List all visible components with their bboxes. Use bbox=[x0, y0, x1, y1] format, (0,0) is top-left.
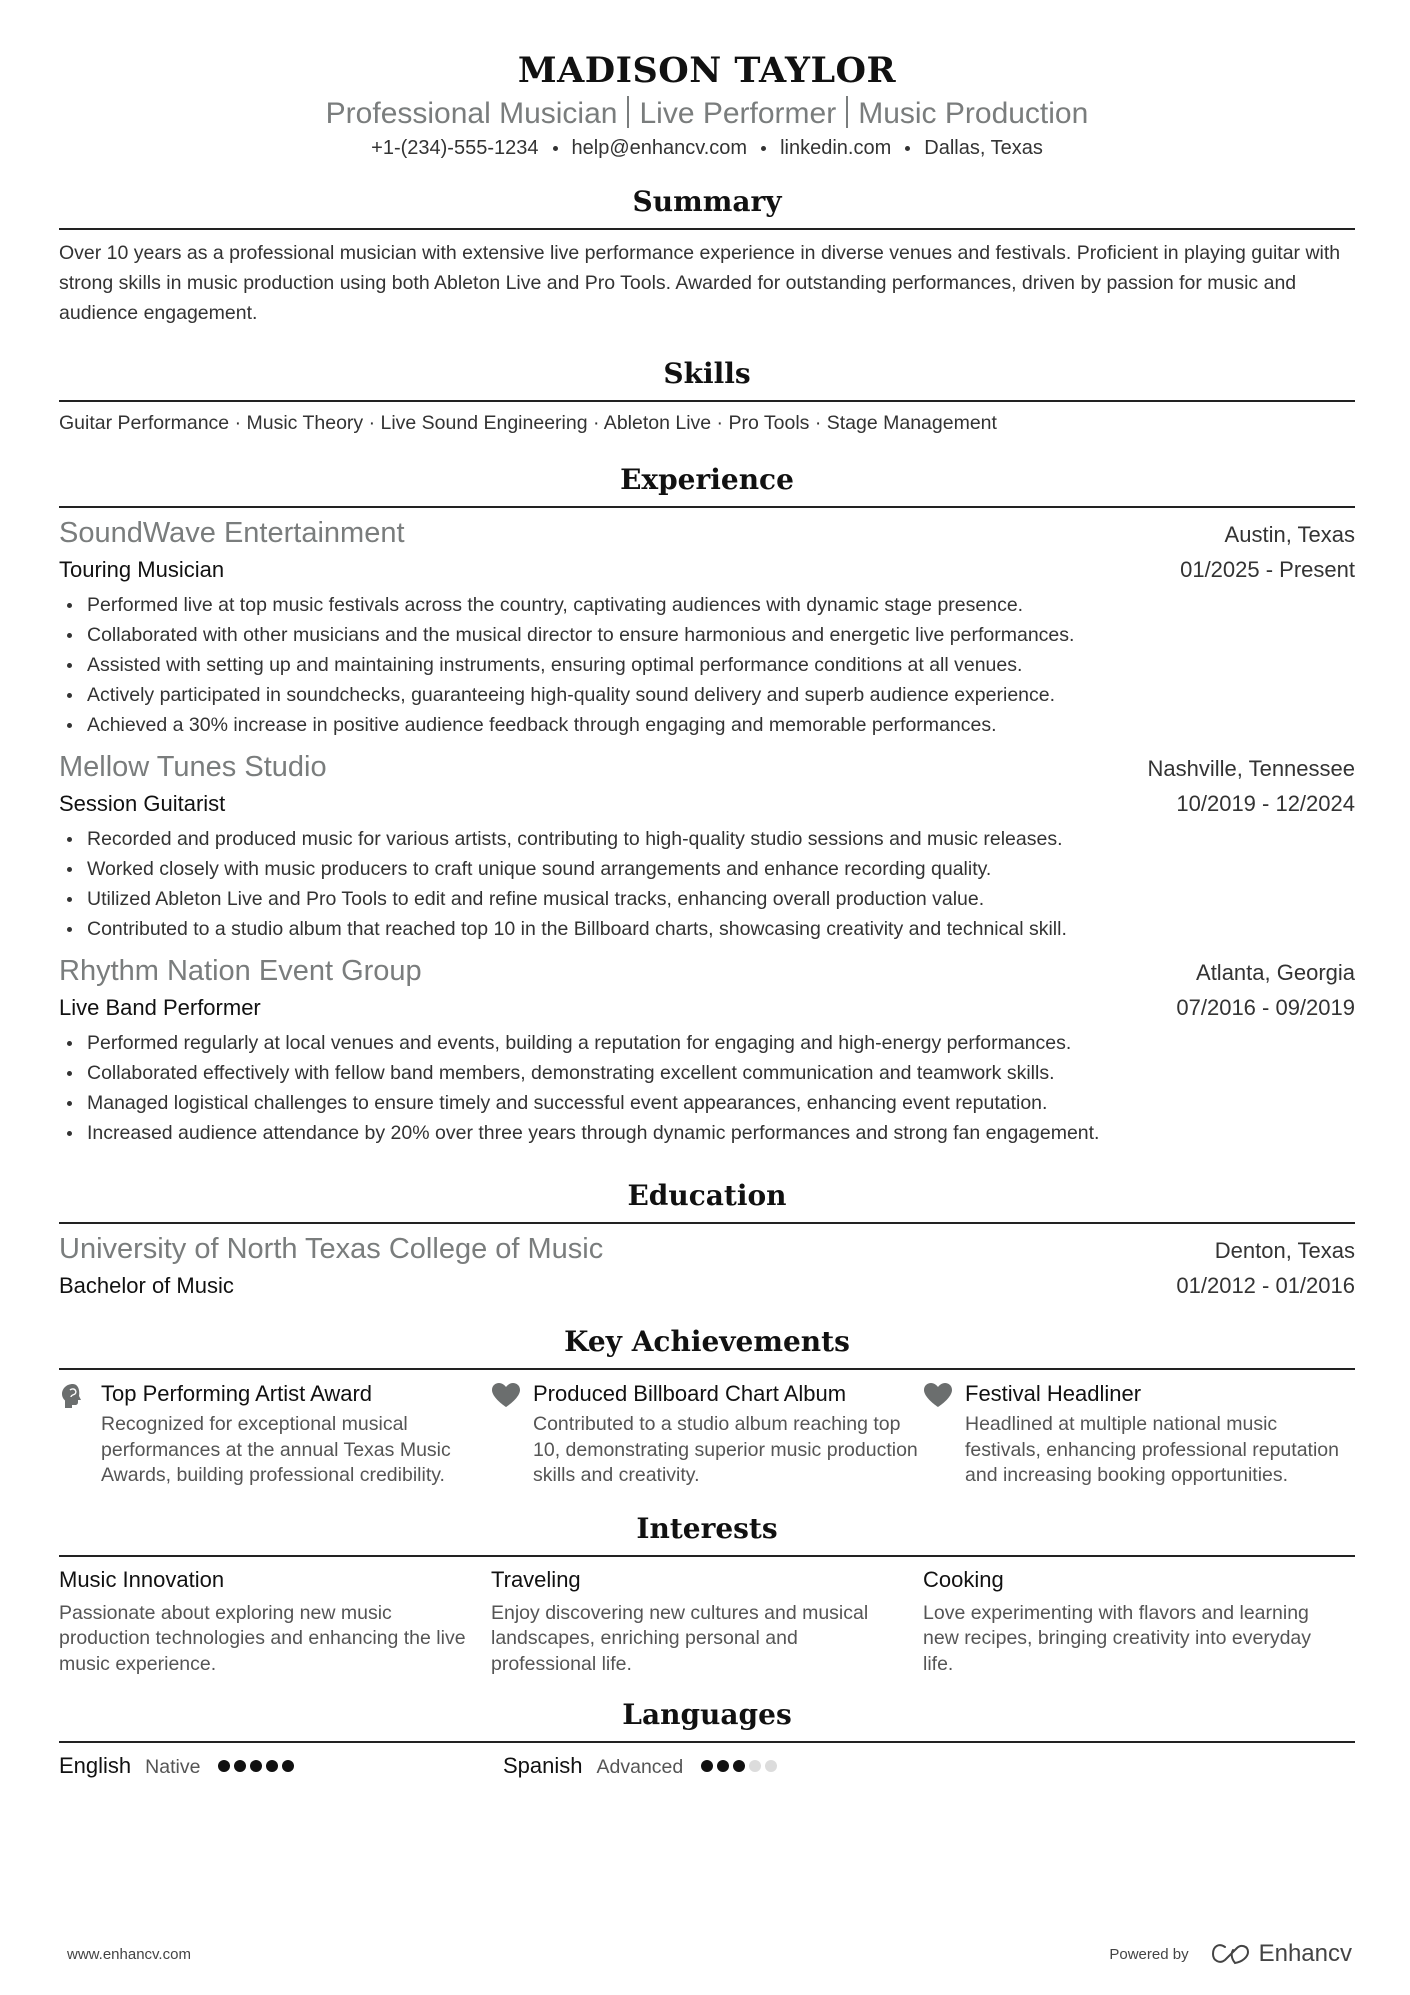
job-bullets bbox=[59, 824, 1355, 944]
achievements-grid bbox=[59, 1378, 1355, 1489]
school-name: University of North Texas College of Music bbox=[59, 1233, 604, 1265]
rating-dot-filled bbox=[717, 1760, 729, 1772]
rating-dot-filled bbox=[234, 1760, 246, 1772]
section-title: Languages bbox=[622, 1698, 792, 1731]
rating-dot-empty bbox=[765, 1760, 777, 1772]
resume-page bbox=[59, 0, 1355, 1783]
section-divider bbox=[59, 228, 1355, 230]
section-title: Skills bbox=[663, 357, 751, 390]
location: Dallas, Texas bbox=[924, 137, 1043, 159]
language-rating bbox=[701, 1760, 777, 1772]
bullet-item: Achieved a 30% increase in positive audience feedback through engaging and memorable performances. bbox=[59, 710, 1355, 740]
interest-item bbox=[59, 1563, 491, 1678]
company-name: SoundWave Entertainment bbox=[59, 517, 405, 549]
education-section bbox=[59, 1178, 1355, 1304]
bullet-separator bbox=[553, 146, 558, 151]
page-footer bbox=[67, 1940, 1352, 1968]
rating-dot-filled bbox=[733, 1760, 745, 1772]
section-divider bbox=[59, 1741, 1355, 1743]
section-divider bbox=[59, 506, 1355, 508]
job-entry bbox=[59, 748, 1355, 944]
job-bullets bbox=[59, 590, 1355, 740]
achievement-title: Top Performing Artist Award bbox=[101, 1381, 373, 1406]
rating-dot-filled bbox=[266, 1760, 278, 1772]
interest-desc: Enjoy discovering new cultures and musical landscapes, enriching personal and professional life. bbox=[491, 1601, 869, 1675]
job-location: Atlanta, Georgia bbox=[1196, 960, 1355, 985]
bullet-item: Assisted with setting up and maintaining instruments, ensuring optimal performance conditions at all venues. bbox=[59, 650, 1355, 680]
bullet-item: Managed logistical challenges to ensure timely and successful event appearances, enhancing event reputation. bbox=[59, 1088, 1355, 1118]
section-title: Experience bbox=[620, 463, 794, 496]
candidate-name: MADISON TAYLOR bbox=[517, 50, 897, 91]
tagline-item: Music Production bbox=[858, 97, 1089, 130]
job-bullets bbox=[59, 1028, 1355, 1148]
interest-item bbox=[491, 1563, 923, 1678]
interest-desc: Love experimenting with flavors and learning new recipes, bringing creativity into everyday life. bbox=[923, 1601, 1312, 1675]
interest-desc: Passionate about exploring new music production technologies and enhancing the live music experience. bbox=[59, 1601, 466, 1675]
tagline-separator bbox=[846, 96, 848, 128]
resume-header bbox=[59, 0, 1355, 162]
bullet-item: Utilized Ableton Live and Pro Tools to edit and refine musical tracks, enhancing overall production value. bbox=[59, 884, 1355, 914]
enhancv-logo[interactable] bbox=[1211, 1940, 1352, 1968]
heart-icon bbox=[923, 1378, 965, 1489]
section-title: Interests bbox=[636, 1511, 778, 1545]
skills-list: Guitar Performance · Music Theory · Live Sound Engineering · Ableton Live · Pro Tools · Stage Management bbox=[59, 412, 997, 434]
job-dates: 07/2016 - 09/2019 bbox=[1176, 995, 1355, 1020]
interest-title: Music Innovation bbox=[59, 1566, 225, 1592]
job-dates: 10/2019 - 12/2024 bbox=[1176, 791, 1355, 816]
interest-item bbox=[923, 1563, 1355, 1678]
phone: +1-(234)-555-1234 bbox=[371, 137, 539, 159]
achievement-desc: Headlined at multiple national music festivals, enhancing professional reputation and increasing booking opportunities. bbox=[965, 1413, 1339, 1486]
achievement-title: Produced Billboard Chart Album bbox=[533, 1381, 847, 1406]
job-entry bbox=[59, 514, 1355, 740]
tagline-item: Live Performer bbox=[639, 97, 837, 130]
bullet-item: Contributed to a studio album that reached top 10 in the Billboard charts, showcasing creativity and technical skill. bbox=[59, 914, 1355, 944]
summary-section bbox=[59, 184, 1355, 328]
section-title: Education bbox=[627, 1179, 787, 1212]
rating-dot-filled bbox=[282, 1760, 294, 1772]
achievement-desc: Recognized for exceptional musical performances at the annual Texas Music Awards, building professional credibility. bbox=[101, 1413, 451, 1486]
bullet-item: Collaborated with other musicians and the musical director to ensure harmonious and energetic live performances. bbox=[59, 620, 1355, 650]
job-role: Touring Musician bbox=[59, 557, 225, 582]
interests-grid bbox=[59, 1563, 1355, 1678]
section-divider bbox=[59, 1555, 1355, 1557]
bullet-item: Worked closely with music producers to craft unique sound arrangements and enhance recording quality. bbox=[59, 854, 1355, 884]
languages-list bbox=[59, 1749, 1355, 1783]
interests-section bbox=[59, 1511, 1355, 1678]
language-name: English bbox=[59, 1753, 132, 1778]
bullet-separator bbox=[761, 146, 766, 151]
section-divider bbox=[59, 1368, 1355, 1370]
education-entry bbox=[59, 1230, 1355, 1304]
bullet-item: Collaborated effectively with fellow band members, demonstrating excellent communication and teamwork skills. bbox=[59, 1058, 1355, 1088]
interest-title: Cooking bbox=[923, 1566, 1004, 1592]
job-dates: 01/2025 - Present bbox=[1180, 557, 1355, 582]
achievement-desc: Contributed to a studio album reaching top 10, demonstrating superior music production skills and creativity. bbox=[533, 1413, 918, 1486]
job-location: Nashville, Tennessee bbox=[1147, 756, 1355, 781]
section-divider bbox=[59, 1222, 1355, 1224]
tagline-item: Professional Musician bbox=[325, 97, 618, 130]
enhancv-logo-icon bbox=[1211, 1943, 1251, 1965]
section-title: Key Achievements bbox=[564, 1325, 850, 1358]
rating-dot-filled bbox=[218, 1760, 230, 1772]
bullet-item: Recorded and produced music for various artists, contributing to high-quality studio sessions and music releases. bbox=[59, 824, 1355, 854]
achievement-item bbox=[59, 1378, 491, 1489]
job-role: Session Guitarist bbox=[59, 791, 226, 816]
education-dates: 01/2012 - 01/2016 bbox=[1176, 1273, 1355, 1298]
achievement-item bbox=[923, 1378, 1355, 1489]
linkedin-link[interactable]: linkedin.com bbox=[780, 137, 892, 159]
tagline bbox=[59, 94, 1355, 134]
email-link[interactable]: help@enhancv.com bbox=[571, 137, 748, 159]
section-title: Summary bbox=[632, 185, 782, 218]
footer-url-link[interactable]: www.enhancv.com bbox=[67, 1945, 191, 1963]
bullet-item: Performed regularly at local venues and events, building a reputation for engaging and high-energy performances. bbox=[59, 1028, 1355, 1058]
achievement-item bbox=[491, 1378, 923, 1489]
experience-section bbox=[59, 462, 1355, 1148]
rating-dot-filled bbox=[250, 1760, 262, 1772]
contact-info bbox=[59, 134, 1355, 162]
school-location: Denton, Texas bbox=[1214, 1238, 1355, 1263]
rating-dot-filled bbox=[701, 1760, 713, 1772]
achievements-section bbox=[59, 1324, 1355, 1489]
bullet-separator bbox=[905, 146, 910, 151]
bullet-item: Performed live at top music festivals across the country, captivating audiences with dynamic stage presence. bbox=[59, 590, 1355, 620]
rating-dot-empty bbox=[749, 1760, 761, 1772]
powered-by bbox=[1109, 1940, 1352, 1968]
powered-by-label: Powered by bbox=[1109, 1945, 1189, 1963]
job-role: Live Band Performer bbox=[59, 995, 261, 1020]
languages-section bbox=[59, 1697, 1355, 1783]
language-level: Advanced bbox=[596, 1756, 684, 1778]
summary-text: Over 10 years as a professional musician with extensive live performance experience in diverse venues and festivals. Proficient in playing guitar with strong skills in music production using both Ableton Live and Pro Tools. Awarded for outstanding performances, driven by passion for music and audience engagement. bbox=[59, 242, 1341, 324]
language-item bbox=[503, 1749, 947, 1783]
skills-section bbox=[59, 356, 1355, 438]
language-item bbox=[59, 1749, 503, 1783]
tagline-separator bbox=[627, 96, 629, 128]
job-entry bbox=[59, 952, 1355, 1148]
language-level: Native bbox=[145, 1756, 201, 1778]
achievement-title: Festival Headliner bbox=[965, 1381, 1142, 1406]
bullet-item: Actively participated in soundchecks, guaranteeing high-quality sound delivery and superb audience experience. bbox=[59, 680, 1355, 710]
company-name: Rhythm Nation Event Group bbox=[59, 955, 422, 987]
heart-icon bbox=[491, 1378, 533, 1489]
brand-name: Enhancv bbox=[1258, 1940, 1352, 1967]
language-name: Spanish bbox=[503, 1753, 583, 1778]
head-brain-icon bbox=[59, 1378, 101, 1489]
company-name: Mellow Tunes Studio bbox=[59, 751, 327, 783]
degree: Bachelor of Music bbox=[59, 1273, 234, 1298]
section-divider bbox=[59, 400, 1355, 402]
interest-title: Traveling bbox=[491, 1566, 581, 1592]
job-location: Austin, Texas bbox=[1224, 522, 1355, 547]
language-rating bbox=[218, 1760, 294, 1772]
bullet-item: Increased audience attendance by 20% over three years through dynamic performances and strong fan engagement. bbox=[59, 1118, 1355, 1148]
